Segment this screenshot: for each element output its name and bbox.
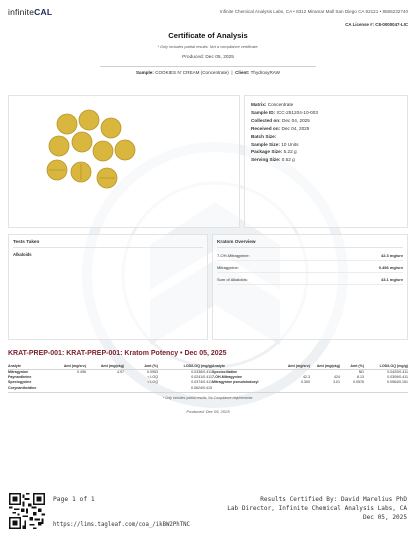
lab-address: Infinite Chemical Analysis Labs, CA • 8312 Miramar Mall San Diego CA 92121 • 8586232740 [219, 9, 408, 14]
table-row: Speciociliatine ND 0.0420/0.411 [212, 370, 408, 374]
certified-by: Results Certified By: David Marelius PhD [260, 496, 407, 503]
no-compliance-note: * Only includes partial results. No Compliance requirements. [162, 396, 254, 400]
partial-results-note: * Only includes partial results. Not a compliance certificate. [157, 44, 259, 49]
sample-client-line: Sample: COOKIES N' CREAM (Concentrate) | Client: ThydroxyRAW [135, 70, 281, 75]
page-title: Certificate of Analysis [168, 31, 248, 40]
produced-date-footer: Produced: Dec 05, 2025 [186, 409, 230, 414]
info-row: Sample ID: ICC-251204-10-003 [251, 109, 318, 115]
potency-table-left [8, 364, 212, 391]
table-header: Analyte Amt (mg/srv) Amt (mg/pkg) Amt (%) LOD/LOQ (mg/g) [8, 364, 212, 368]
tests-taken-panel [8, 234, 208, 340]
table-row: Speciogynine < LOQ 0.0374/0.411 [8, 380, 212, 385]
section-title: KRAT-PREP-001: KRAT-PREP-001: Kratom Potency • Dec 05, 2025 [8, 350, 227, 357]
brand-logo: infiniteCAL [8, 7, 53, 17]
certification-block [227, 495, 407, 522]
table-row: Paynantheine < LOQ 0.0241/0.411 [8, 375, 212, 380]
sample-info-panel [244, 95, 408, 228]
divider [8, 392, 408, 393]
info-row: Received on: Dec 04, 2025 [251, 125, 310, 131]
sample-photo-panel [8, 95, 240, 228]
coa-link[interactable]: https://lims.tagleaf.com/coa_/ikBW2PhTNC [53, 522, 190, 528]
table-row: Mitragynine 0.496 4.97 0.0953 0.0336/0.411 [8, 370, 212, 374]
certified-date: Dec 05, 2025 [362, 514, 407, 521]
lab-director: Lab Director, Infinite Chemical Analysis Labs, CA [227, 505, 407, 512]
info-row: Sample Size: 10 Units [251, 141, 299, 147]
info-row: Batch Size: [251, 133, 277, 139]
info-row: Collected on: Dec 04, 2025 [251, 117, 310, 123]
info-row: Serving Size: 0.52 g [251, 157, 295, 163]
kratom-row: 7-OH-Mitragynine: 42.3 mg/srv [217, 253, 403, 261]
kratom-heading: Kratom Overview [217, 239, 256, 244]
sample-name: COOKIES N' CREAM (Concentrate) [155, 70, 229, 75]
kratom-overview-panel [212, 234, 408, 340]
table-header: Analyte Amt (mg/srv) Amt (mg/pkg) Amt (%) LOD/LOQ (mg/g) [212, 364, 408, 368]
table-row: Corynantheidine 0.0624/0.415 [8, 385, 212, 390]
potency-table-right [212, 364, 408, 386]
tests-heading: Tests Taken [13, 239, 40, 244]
page-number: Page 1 of 1 [53, 496, 95, 503]
info-row: Package Size: 5.22 g [251, 149, 297, 155]
info-row: Matrix: Concentrate [251, 102, 294, 107]
client-name: ThydroxyRAW [250, 70, 281, 75]
kratom-row: Sum of Alkaloids: 43.1 mg/srv [217, 277, 403, 285]
table-row: 7-OH-Mitragynine 42.3 424 8.13 0.0309/0.411 [212, 375, 408, 380]
test-item: Alkaloids [13, 252, 32, 257]
divider [217, 247, 403, 248]
divider [13, 247, 203, 248]
tablets-image [37, 106, 137, 206]
header [8, 7, 408, 19]
table-row: Mitragynine pseudoindoxyl 0.300 3.01 0.0576 0.0564/0.151 [212, 380, 408, 385]
kratom-row: Mitragynine: 0.496 mg/srv [217, 265, 403, 273]
license-number: CA License #: C8-0000047-LIC [345, 22, 408, 27]
qr-code-icon[interactable] [9, 493, 45, 529]
sample-info-list [251, 101, 318, 164]
produced-date: Produced: Dec 05, 2025 [182, 55, 234, 60]
divider [100, 66, 316, 67]
